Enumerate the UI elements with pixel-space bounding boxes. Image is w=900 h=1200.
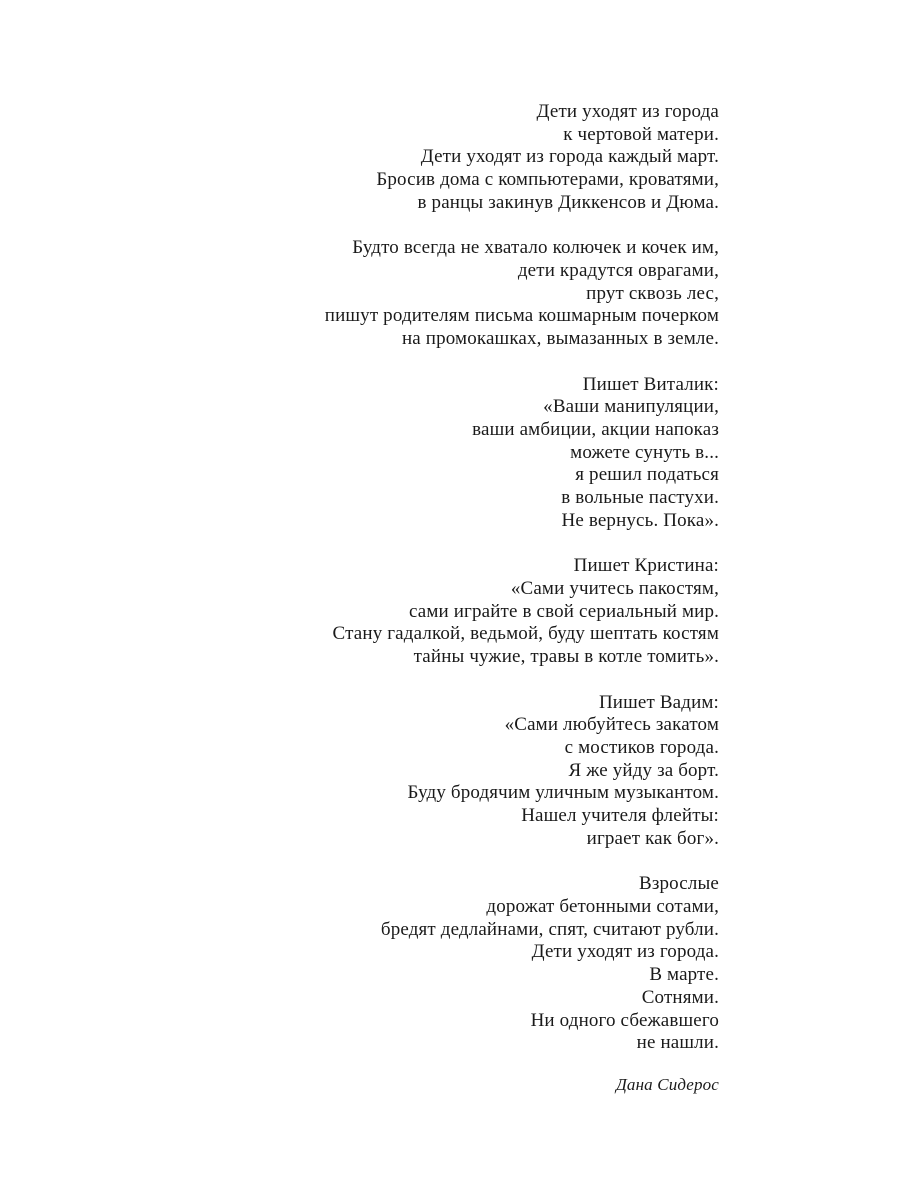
poem-line: «Ваши манипуляции,	[543, 396, 719, 418]
poem-stanza-5	[119, 692, 719, 851]
poem-line: не нашли.	[636, 1032, 719, 1054]
poem-line: играет как бог».	[586, 827, 719, 849]
poem-stanza-4	[119, 555, 719, 669]
poem-line: сами играйте в свой сериальный мир.	[408, 600, 719, 622]
poem-line: Пишет Вадим:	[598, 691, 719, 713]
poem-line: прут сквозь лес,	[586, 282, 719, 304]
poem-line: на промокашках, вымазанных в земле.	[401, 328, 719, 350]
poem-line: Нашел учителя флейты:	[521, 805, 719, 827]
poem-line: в вольные пастухи.	[561, 487, 719, 509]
poem-stanza-3	[119, 374, 719, 533]
poem-stanza-6	[119, 873, 719, 1055]
poem-line: В марте.	[649, 964, 719, 986]
poem-line: тайны чужие, травы в котле томить».	[413, 646, 719, 668]
poem-line: в ранцы закинув Диккенсов и Дюма.	[417, 191, 719, 213]
poem-line: Дети уходят из города	[536, 101, 719, 122]
poem-line: Пишет Кристина:	[573, 555, 719, 577]
poem-line: Дети уходят из города.	[531, 941, 719, 963]
poem-line: дорожат бетонными сотами,	[486, 896, 719, 918]
poem-line: Бросив дома с компьютерами, кроватями,	[376, 169, 719, 191]
poem-line: с мостиков города.	[564, 737, 719, 759]
poem-line: ваши амбиции, акции напоказ	[472, 419, 719, 441]
poem-line: Дети уходят из города каждый март.	[420, 146, 719, 168]
poem-line: Будто всегда не хватало колючек и кочек им,	[352, 237, 719, 259]
poem-line: Пишет Виталик:	[582, 373, 719, 395]
poem-stanza-2	[119, 237, 719, 351]
poem-line: можете сунуть в...	[570, 441, 719, 463]
poem-line: пишут родителям письма кошмарным почерком	[324, 305, 719, 327]
poem-line: Стану гадалкой, ведьмой, буду шептать костям	[332, 623, 719, 645]
poem-line: «Сами учитесь пакостям,	[510, 578, 719, 600]
poem-line: я решил податься	[575, 464, 719, 486]
poem-line: Буду бродячим уличным музыкантом.	[407, 782, 719, 804]
poem-line: к чертовой матери.	[563, 123, 719, 145]
poem-line: Ни одного сбежавшего	[530, 1009, 719, 1031]
poem	[119, 101, 719, 1096]
poem-line: Я же уйду за борт.	[568, 759, 719, 781]
poem-author: Дана Сидерос	[615, 1075, 719, 1094]
poem-line: Сотнями.	[641, 986, 719, 1008]
poem-line: Не вернусь. Пока».	[561, 509, 719, 531]
poem-line: «Сами любуйтесь закатом	[504, 714, 719, 736]
poem-line: Взрослые	[639, 873, 719, 895]
poem-line: бредят дедлайнами, спят, считают рубли.	[380, 918, 719, 940]
poem-stanza-1	[119, 101, 719, 215]
poem-line: дети крадутся оврагами,	[517, 260, 719, 282]
